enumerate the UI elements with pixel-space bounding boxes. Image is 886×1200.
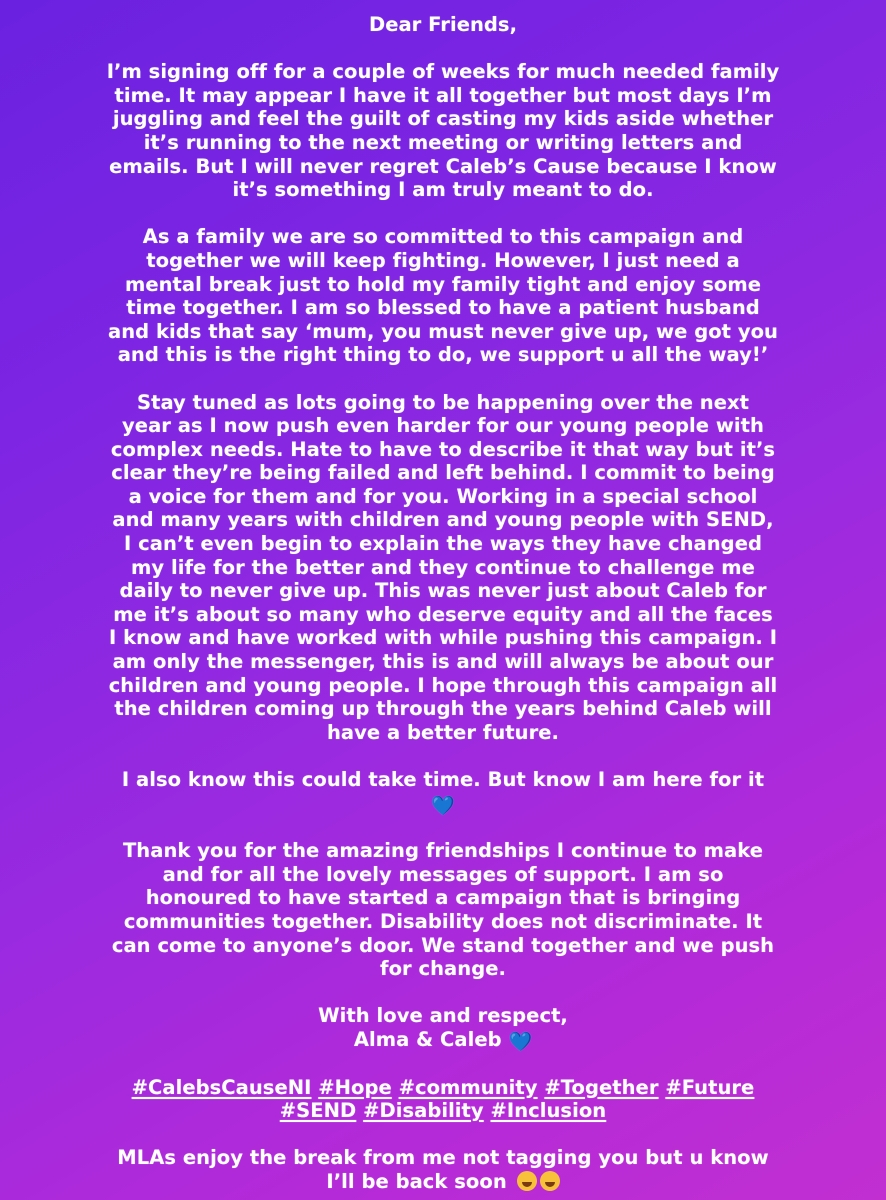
hashtag-line xyxy=(40,1076,846,1100)
text-line: I can’t even begin to explain the ways they have changed xyxy=(124,532,762,556)
text-line: children and young people. I hope through this campaign all xyxy=(108,673,778,697)
text-line: am only the messenger, this is and will always be about our xyxy=(112,650,774,674)
text-line: can come to anyone’s door. We stand together and we push xyxy=(111,933,775,957)
text-line: me it’s about so many who deserve equity and all the faces xyxy=(113,602,773,626)
text-line: Stay tuned as lots going to be happening over the next xyxy=(136,390,750,414)
hashtag-inclusion[interactable]: #Inclusion xyxy=(490,1099,607,1123)
postscript xyxy=(40,1146,846,1193)
text-line: mental break just to hold my family tight and enjoy some xyxy=(124,272,762,296)
hashtag-hope[interactable]: #Hope xyxy=(318,1075,392,1099)
paragraph-thank-you xyxy=(40,839,846,981)
heart-line xyxy=(40,792,846,816)
hashtag-community[interactable]: #community xyxy=(398,1075,538,1099)
text-line: As a family we are so committed to this campaign and xyxy=(142,225,744,249)
text-line: and kids that say ‘mum, you must never give up, we got you xyxy=(108,319,778,343)
paragraph-take-time xyxy=(40,768,846,816)
text-line: I also know this could take time. But know I am here for it xyxy=(121,768,765,791)
text-line: year as I now push even harder for our young people with xyxy=(122,414,764,438)
text-line: I’ll be back soon xyxy=(326,1169,507,1193)
text-line: time. It may appear I have it all together but most days I’m xyxy=(114,83,772,107)
text-line: the children coming up through the years behind Caleb will xyxy=(114,697,772,721)
text-line: have a better future. xyxy=(326,720,560,744)
hashtag-calebscauseni[interactable]: #CalebsCauseNI xyxy=(131,1075,312,1099)
paragraph-stay-tuned xyxy=(40,391,846,745)
signoff: With love and respect, xyxy=(318,1004,568,1028)
paragraph-signing-off xyxy=(40,60,846,202)
winking-emoji-icon xyxy=(540,1171,560,1191)
hashtag-send[interactable]: #SEND xyxy=(279,1099,357,1123)
text-line: emails. But I will never regret Caleb’s Cause because I know xyxy=(109,154,777,178)
text-line: a voice for them and for you. Working in a special school xyxy=(128,484,758,508)
text-line: clear they’re being failed and left behind. I commit to being xyxy=(111,461,775,485)
text-line: and this is the right thing to do, we support u all the way!’ xyxy=(117,343,769,367)
text-line: time together. I am so blessed to have a patient husband xyxy=(126,296,760,320)
hashtag-disability[interactable]: #Disability xyxy=(363,1099,484,1123)
text-line: I know and have worked with while pushing this campaign. I xyxy=(108,626,778,650)
blue-heart-icon: 💙 xyxy=(508,1030,533,1053)
hashtag-together[interactable]: #Together xyxy=(544,1075,659,1099)
signoff-block xyxy=(40,1004,846,1052)
hashtag-line xyxy=(40,1099,846,1123)
text-line: it’s running to the next meeting or writing letters and xyxy=(143,130,743,154)
text-line: I’m signing off for a couple of weeks for much needed family xyxy=(106,60,780,84)
text-line: juggling and feel the guilt of casting my kids aside whether xyxy=(112,107,774,131)
text-line: Thank you for the amazing friendships I continue to make xyxy=(122,839,764,863)
text-line: honoured to have started a campaign that is bringing xyxy=(145,886,741,910)
hashtags xyxy=(40,1076,846,1123)
text-line: and for all the lovely messages of support. I am so xyxy=(162,862,724,886)
text-line: daily to never give up. This was never just about Caleb for xyxy=(119,579,767,603)
text-line: for change. xyxy=(380,957,506,981)
text-line: it’s something I am truly meant to do. xyxy=(232,178,654,202)
text-line: complex needs. Hate to have to describe it that way but it’s xyxy=(110,437,776,461)
text-line: and many years with children and young people with SEND, xyxy=(112,508,774,532)
hashtag-future[interactable]: #Future xyxy=(665,1075,755,1099)
blue-heart-icon: 💙 xyxy=(431,794,455,817)
signature: Alma & Caleb xyxy=(353,1027,502,1051)
signature-line xyxy=(40,1028,846,1052)
paragraph-family xyxy=(40,225,846,367)
text-line: together we will keep fighting. However, I just need a xyxy=(146,248,740,272)
greeting: Dear Friends, xyxy=(368,13,518,36)
postscript-last-line xyxy=(40,1170,846,1194)
text-line: MLAs enjoy the break from me not tagging you but u know xyxy=(117,1146,769,1170)
text-line: my life for the better and they continue to challenge me xyxy=(131,555,755,579)
laughing-emoji-icon xyxy=(517,1171,537,1191)
text-line: communities together. Disability does not discriminate. It xyxy=(123,909,763,933)
